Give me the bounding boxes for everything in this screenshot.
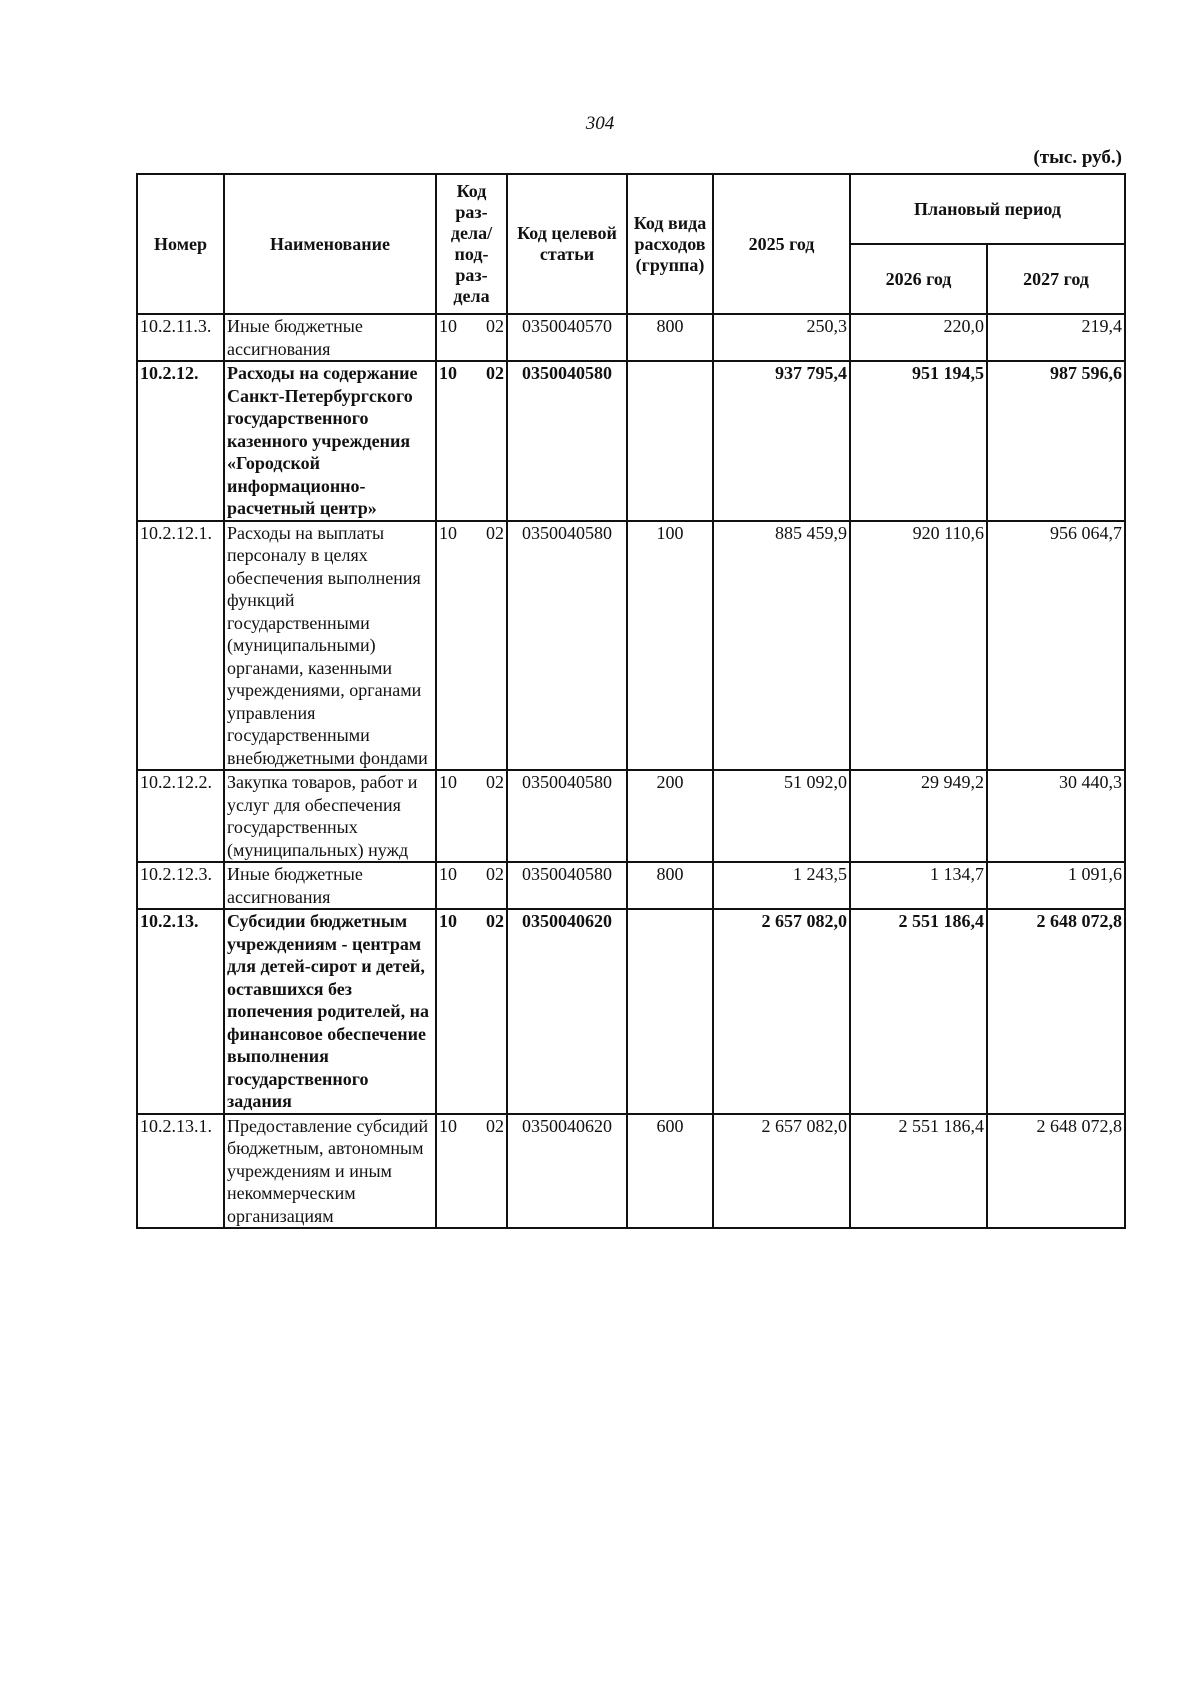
header-name: Наименование [224,174,436,314]
row-amount-2025: 937 795,4 [713,361,850,521]
row-name: Иные бюджетные ассигнования [224,314,436,361]
row-name: Иные бюджетные ассигнования [224,862,436,909]
header-section-top: Код раз-дела/ [450,181,493,243]
row-section: 10 [439,1115,457,1136]
row-subsection: 02 [486,864,504,884]
table-row [137,862,1125,909]
header-number: Номер [137,174,224,314]
row-target-code: 0350040580 [507,862,627,909]
row-amount-2027: 2 648 072,8 [987,909,1125,1114]
header-year-2026: 2026 год [850,244,987,314]
row-name: Закупка товаров, работ и услуг для обеспечения государственных (муниципальных) нужд [224,770,436,862]
row-section-code [436,909,507,1114]
row-expense-kind: 600 [627,1114,713,1229]
row-subsection: 02 [486,911,504,931]
row-amount-2027: 987 596,6 [987,361,1125,521]
row-number: 10.2.13. [137,909,224,1114]
row-expense-kind: 100 [627,521,713,771]
row-target-code: 0350040620 [507,909,627,1114]
row-amount-2025: 51 092,0 [713,770,850,862]
row-subsection: 02 [486,363,504,383]
row-amount-2026: 920 110,6 [850,521,987,771]
row-expense-kind: 200 [627,770,713,862]
row-amount-2025: 885 459,9 [713,521,850,771]
row-section: 10 [439,911,457,931]
row-amount-2027: 219,4 [987,314,1125,361]
row-section: 10 [439,363,457,383]
row-section-code [436,1114,507,1229]
header-section [436,174,507,314]
row-section: 10 [439,864,457,884]
table-row [137,770,1125,862]
header-year-2025: 2025 год [713,174,850,314]
row-expense-kind: 800 [627,862,713,909]
table-row [137,909,1125,1114]
row-target-code: 0350040580 [507,361,627,521]
row-section-code [436,521,507,771]
page-number: 304 [585,113,615,134]
row-amount-2025: 1 243,5 [713,862,850,909]
row-name: Предоставление субсидий бюджетным, автономным учреждениям и иным некоммерческим организациям [224,1114,436,1229]
row-amount-2025: 2 657 082,0 [713,909,850,1114]
table-row [137,1114,1125,1229]
row-section-code [436,770,507,862]
row-expense-kind [627,909,713,1114]
row-expense-kind [627,361,713,521]
table-row [137,521,1125,771]
header-section-bottom: под-раз-дела [453,244,490,306]
row-subsection: 02 [486,316,504,336]
row-amount-2027: 2 648 072,8 [987,1114,1125,1229]
row-target-code: 0350040580 [507,770,627,862]
header-expense-kind: Код вида расходов (группа) [627,174,713,314]
row-section-code [436,862,507,909]
row-number: 10.2.12.3. [137,862,224,909]
row-number: 10.2.13.1. [137,1114,224,1229]
row-number: 10.2.12.1. [137,521,224,771]
table-body [137,314,1125,1228]
row-amount-2026: 29 949,2 [850,770,987,862]
row-amount-2027: 956 064,7 [987,521,1125,771]
row-section: 10 [439,772,457,792]
row-amount-2026: 2 551 186,4 [850,1114,987,1229]
row-name: Расходы на выплаты персоналу в целях обеспечения выполнения функций государственными (муниципальными) органами, казенными учреждениями, органами управления государственными внебюджетными фондами [224,521,436,771]
row-amount-2025: 250,3 [713,314,850,361]
table-row [137,314,1125,361]
budget-table [136,173,1126,1229]
row-target-code: 0350040580 [507,521,627,771]
row-subsection: 02 [486,522,504,543]
header-year-2027: 2027 год [987,244,1125,314]
row-amount-2026: 220,0 [850,314,987,361]
row-amount-2026: 2 551 186,4 [850,909,987,1114]
row-subsection: 02 [486,1115,504,1136]
row-name: Расходы на содержание Санкт-Петербургского государственного казенного учреждения «Городской информационно-расчетный центр» [224,361,436,521]
row-amount-2026: 951 194,5 [850,361,987,521]
row-section: 10 [439,522,457,543]
row-amount-2027: 30 440,3 [987,770,1125,862]
row-name: Субсидии бюджетным учреждениям - центрам для детей-сирот и детей, оставшихся без попечения родителей, на финансовое обеспечение выполнения государственного задания [224,909,436,1114]
row-target-code: 0350040620 [507,1114,627,1229]
row-number: 10.2.11.3. [137,314,224,361]
row-expense-kind: 800 [627,314,713,361]
row-number: 10.2.12. [137,361,224,521]
row-section-code [436,361,507,521]
units-label: (тыс. руб.) [1033,147,1122,168]
row-section: 10 [439,316,457,336]
table-row [137,361,1125,521]
header-planned-period: Плановый период [850,174,1125,244]
row-number: 10.2.12.2. [137,770,224,862]
row-section-code [436,314,507,361]
row-amount-2027: 1 091,6 [987,862,1125,909]
row-subsection: 02 [486,772,504,792]
header-target-code: Код целевой статьи [507,174,627,314]
row-amount-2026: 1 134,7 [850,862,987,909]
row-amount-2025: 2 657 082,0 [713,1114,850,1229]
row-target-code: 0350040570 [507,314,627,361]
